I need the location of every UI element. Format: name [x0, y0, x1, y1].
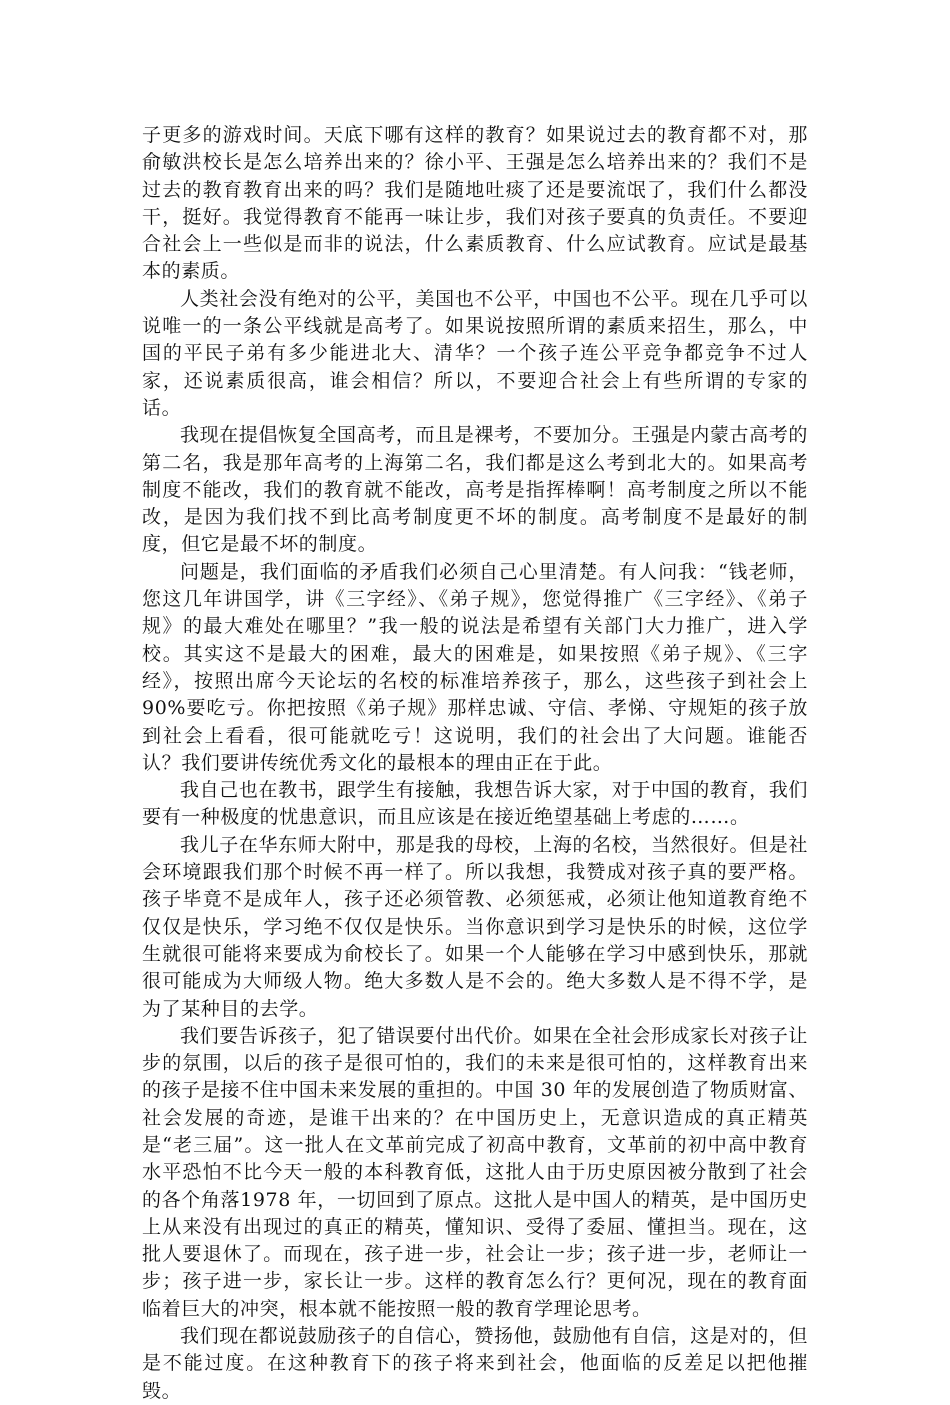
paragraph-5: 我自己也在教书，跟学生有接触，我想告诉大家，对于中国的教育，我们要有一种极度的忧患意识，而且应该是在接近绝望基础上考虑的……。 — [142, 779, 808, 829]
paragraph-6: 我儿子在华东师大附中，那是我的母校，上海的名校，当然很好。但是社会环境跟我们那个时候不再一样了。所以我想，我赞成对孩子真的要严格。孩子毕竟不是成年人，孩子还必须管教、必须惩戒，必须让他知道教育绝不仅仅是快乐，学习绝不仅仅是快乐。当你意识到学习是快乐的时候，这位学生就很可能将来要成为俞校长了。如果一个人能够在学习中感到快乐，那就很可能成为大师级人物。绝大多数人是不会的。绝大多数人是不得不学，是为了某种目的去学。 — [142, 833, 808, 1020]
paragraph-1: 子更多的游戏时间。天底下哪有这样的教育？如果说过去的教育都不对，那俞敏洪校长是怎么培养出来的？徐小平、王强是怎么培养出来的？我们不是过去的教育教育出来的吗？我们是随地吐痰了还是要流氓了，我们什么都没干，挺好。我觉得教育不能再一味让步，我们对孩子要真的负责任。不要迎合社会上一些似是而非的说法，什么素质教育、什么应试教育。应试是最基本的素质。 — [142, 124, 808, 283]
paragraph-7: 我们要告诉孩子，犯了错误要付出代价。如果在全社会形成家长对孩子让步的氛围，以后的孩子是很可怕的，我们的未来是很可怕的，这样教育出来的孩子是接不住中国未来发展的重担的。中国 30 年的发展创造了物质财富、社会发展的奇迹，是谁干出来的？在中国历史上，无意识造成的真正精英是“老三届”。这一批人在文革前完成了初高中教育，文革前的初中高中教育水平恐怕不比今天一般的本科教育低，这批人由于历史原因被分散到了社会的各个角落1978 年，一切回到了原点。这批人是中国人的精英，是中国历史上从来没有出现过的真正的精英，懂知识、受得了委屈、懂担当。现在，这批人要退休了。而现在，孩子进一步，社会让一步；孩子进一步，老师让一步；孩子进一步，家长让一步。这样的教育怎么行？更何况，现在的教育面临着巨大的冲突，根本就不能按照一般的教育学理论思考。 — [142, 1024, 808, 1320]
paragraph-2: 人类社会没有绝对的公平，美国也不公平，中国也不公平。现在几乎可以说唯一的一条公平线就是高考了。如果说按照所谓的素质来招生，那么，中国的平民子弟有多少能进北大、清华？一个孩子连公平竞争都竞争不过人家，还说素质很高，谁会相信？所以，不要迎合社会上有些所谓的专家的话。 — [142, 287, 808, 419]
document-page — [142, 122, 808, 1405]
paragraph-4: 问题是，我们面临的矛盾我们必须自己心里清楚。有人问我：“钱老师，您这几年讲国学，讲《三字经》、《弟子规》，您觉得推广《三字经》、《弟子规》的最大难处在哪里？”我一般的说法是希望有关部门大力推广，进入学校。其实这不是最大的困难，最大的困难是，如果按照《弟子规》、《三字经》，按照出席今天论坛的名校的标准培养孩子，那么，这些孩子到社会上90%要吃亏。你把按照《弟子规》那样忠诚、守信、孝悌、守规矩的孩子放到社会上看看，很可能就吃亏！这说明，我们的社会出了大问题。谁能否认？我们要讲传统优秀文化的最根本的理由正在于此。 — [142, 560, 808, 774]
paragraph-8: 我们现在都说鼓励孩子的自信心，赞扬他，鼓励他有自信，这是对的，但是不能过度。在这种教育下的孩子将来到社会，他面临的反差足以把他摧毁。 — [142, 1325, 808, 1402]
paragraph-3: 我现在提倡恢复全国高考，而且是裸考，不要加分。王强是内蒙古高考的第二名，我是那年高考的上海第二名，我们都是这么考到北大的。如果高考制度不能改，我们的教育就不能改，高考是指挥棒啊！高考制度之所以不能改，是因为我们找不到比高考制度更不坏的制度。高考制度不是最好的制度，但它是最不坏的制度。 — [142, 424, 808, 556]
